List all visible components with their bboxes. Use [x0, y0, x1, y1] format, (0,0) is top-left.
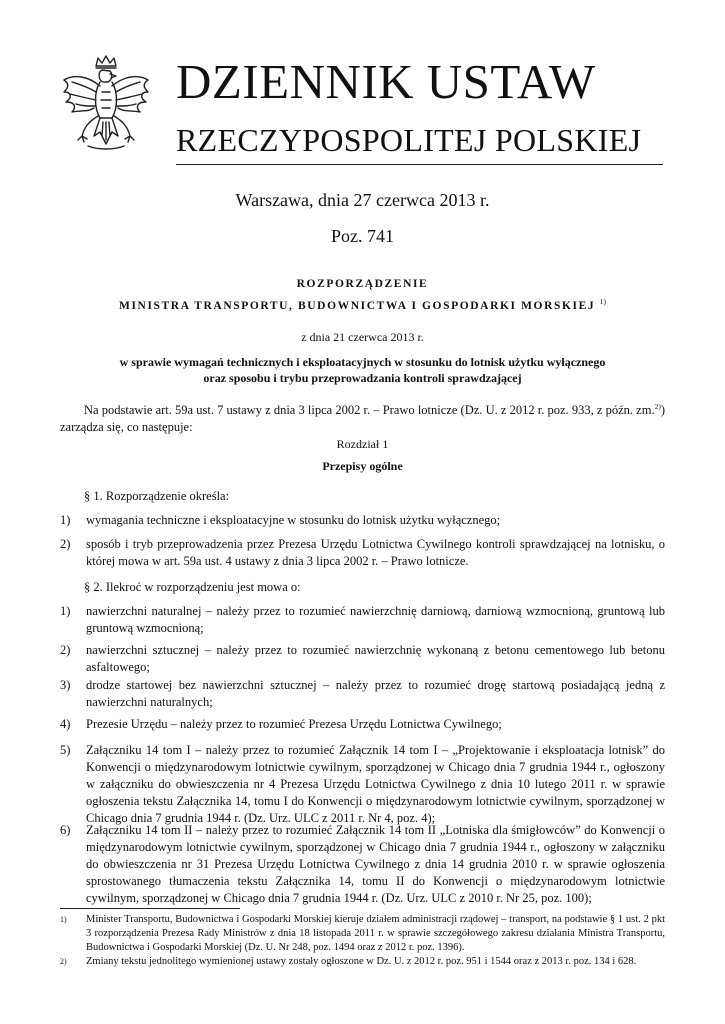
list-item-text: wymagania techniczne i eksploatacyjne w stosunku do lotnisk użytku wyłącznego; [86, 513, 501, 527]
list-item [60, 677, 665, 711]
list-item-number: 3) [60, 678, 71, 692]
list-item [60, 822, 665, 907]
act-subject-line-2: oraz sposobu i trybu przeprowadzania kontroli sprawdzającej [203, 371, 522, 385]
list-item [60, 642, 665, 676]
list-item-number: 5) [60, 743, 71, 757]
list-item-number: 2) [60, 537, 71, 551]
list-item-text: Załączniku 14 tom I – należy przez to rozumieć Załącznik 14 tom I – „Projektowanie i eksploatacja lotnisk” do Konwencji o międzynarodowym lotnictwie cywilnym, sporządzonej w Chicago dnia 7 grudnia 1944 r., ogłoszony w załączniku do obwieszczenia nr 4 Prezesa Urzędu Lotnictwa Cywilnego z dnia 10 lutego 2011 r. w sprawie ogłoszenia tekstu Załącznika 14, tomu I do Konwencji o międzynarodowym lotnictwie cywilnym, sporządzonej w Chicago dnia 7 grudnia 1944 r. (Dz. Urz. ULC z 2011 r. Nr 4, poz. 4); [86, 743, 665, 825]
act-issuer-text: MINISTRA TRANSPORTU, BUDOWNICTWA I GOSPODARKI MORSKIEJ [119, 299, 596, 312]
issue-position: Poz. 741 [331, 226, 394, 246]
preamble-footnote-ref: 2) [654, 402, 661, 411]
list-item-text: Załączniku 14 tom II – należy przez to rozumieć Załącznik 14 tom II „Lotniska dla śmigłowców” do Konwencji o międzynarodowym lotnictwie cywilnym, sporządzonej w Chicago dnia 7 grudnia 1944 r., ogłoszony w załączniku do obwieszczenia nr 31 Prezesa Urzędu Lotnictwa Cywilnego z dnia 14 grudnia 2010 r. w sprawie ogłoszenia sprostowanego tłumaczenia tekstu Załącznika 14, tomu II do Konwencji o międzynarodowym lotnictwie cywilnym, sporządzonej w Chicago dnia 7 grudnia 1944 r. (Dz. Urz. ULC z 2010 r. Nr 25, poz. 100); [86, 823, 665, 905]
act-date: z dnia 21 czerwca 2013 r. [301, 330, 424, 344]
list-item-text: sposób i tryb przeprowadzenia przez Prezesa Urzędu Lotnictwa Cywilnego kontroli sprawdzającej na lotnisku, o której mowa w art. 59a ust. 4 ustawy z dnia 3 lipca 2002 r. – Prawo lotnicze. [86, 537, 665, 568]
chapter-title: Przepisy ogólne [322, 459, 403, 473]
gazette-title: DZIENNIK USTAW [176, 54, 596, 109]
chapter-label: Rozdział 1 [336, 437, 389, 451]
preamble-text-before: Na podstawie art. 59a ust. 7 ustawy z dnia 3 lipca 2002 r. – Prawo lotnicze (Dz. U. z 2012 r. poz. 933, z późn. zm. [84, 403, 655, 418]
footnote-text: Minister Transportu, Budownictwa i Gospodarki Morskiej kieruje działem administracji rządowej – transport, na podstawie § 1 ust. 2 pkt 3 rozporządzenia Prezesa Rady Ministrów z dnia 18 listopada 2011 r. w sprawie szczegółowego zakresu działania Ministra Transportu, Budownictwa i Gospodarki Morskiej (Dz. U. Nr 248, poz. 1494 oraz z 2012 r. poz. 1396). [86, 914, 665, 953]
list-item-text: Prezesie Urzędu – należy przez to rozumieć Prezesa Urzędu Lotnictwa Cywilnego; [86, 717, 502, 731]
polish-eagle-emblem-icon [58, 52, 154, 162]
list-item [60, 742, 665, 827]
list-item-number: 1) [60, 513, 71, 527]
list-item [60, 603, 665, 637]
act-subject-line-1: w sprawie wymagań technicznych i eksploatacyjnych w stosunku do lotnisk użytku wyłącznego [119, 355, 606, 369]
list-item [60, 512, 665, 529]
issuer-footnote-ref: 1) [599, 297, 606, 306]
act-type: ROZPORZĄDZENIE [296, 278, 429, 290]
footnote-number: 1) [60, 915, 67, 924]
list-item [60, 716, 665, 733]
list-item-number: 4) [60, 717, 71, 731]
act-issuer [0, 297, 725, 312]
header-divider [176, 164, 663, 165]
footnote-text: Zmiany tekstu jednolitego wymienionej ustawy zostały ogłoszone w Dz. U. z 2012 r. poz. 951 i 1544 oraz z 2013 r. poz. 134 i 628. [86, 956, 637, 967]
section-1-lead: § 1. Rozporządzenie określa: [84, 489, 230, 503]
footnote-divider [60, 908, 240, 909]
preamble [60, 398, 665, 436]
list-item-number: 6) [60, 823, 71, 837]
footnote-number: 2) [60, 957, 67, 966]
list-item-text: nawierzchni naturalnej – należy przez to rozumieć nawierzchnię darniową, darniową wzmocnioną, gruntową lub gruntową wzmocnioną; [86, 604, 665, 635]
list-item-text: nawierzchni sztucznej – należy przez to rozumieć nawierzchnię wykonaną z betonu cementowego lub betonu asfaltowego; [86, 643, 665, 674]
footnote [60, 955, 665, 969]
preamble-text-after: ) zarządza się, co następuje: [60, 403, 665, 435]
footnote [60, 913, 665, 955]
issue-date: Warszawa, dnia 27 czerwca 2013 r. [235, 190, 490, 210]
gazette-subtitle: RZECZYPOSPOLITEJ POLSKIEJ [176, 122, 642, 158]
section-2-lead: § 2. Ilekroć w rozporządzeniu jest mowa o: [84, 580, 301, 594]
list-item-text: drodze startowej bez nawierzchni sztucznej – należy przez to rozumieć drogę startową posiadającą jedną z nawierzchni naturalnych; [86, 678, 665, 709]
list-item-number: 1) [60, 604, 71, 618]
list-item-number: 2) [60, 643, 71, 657]
list-item [60, 536, 665, 570]
